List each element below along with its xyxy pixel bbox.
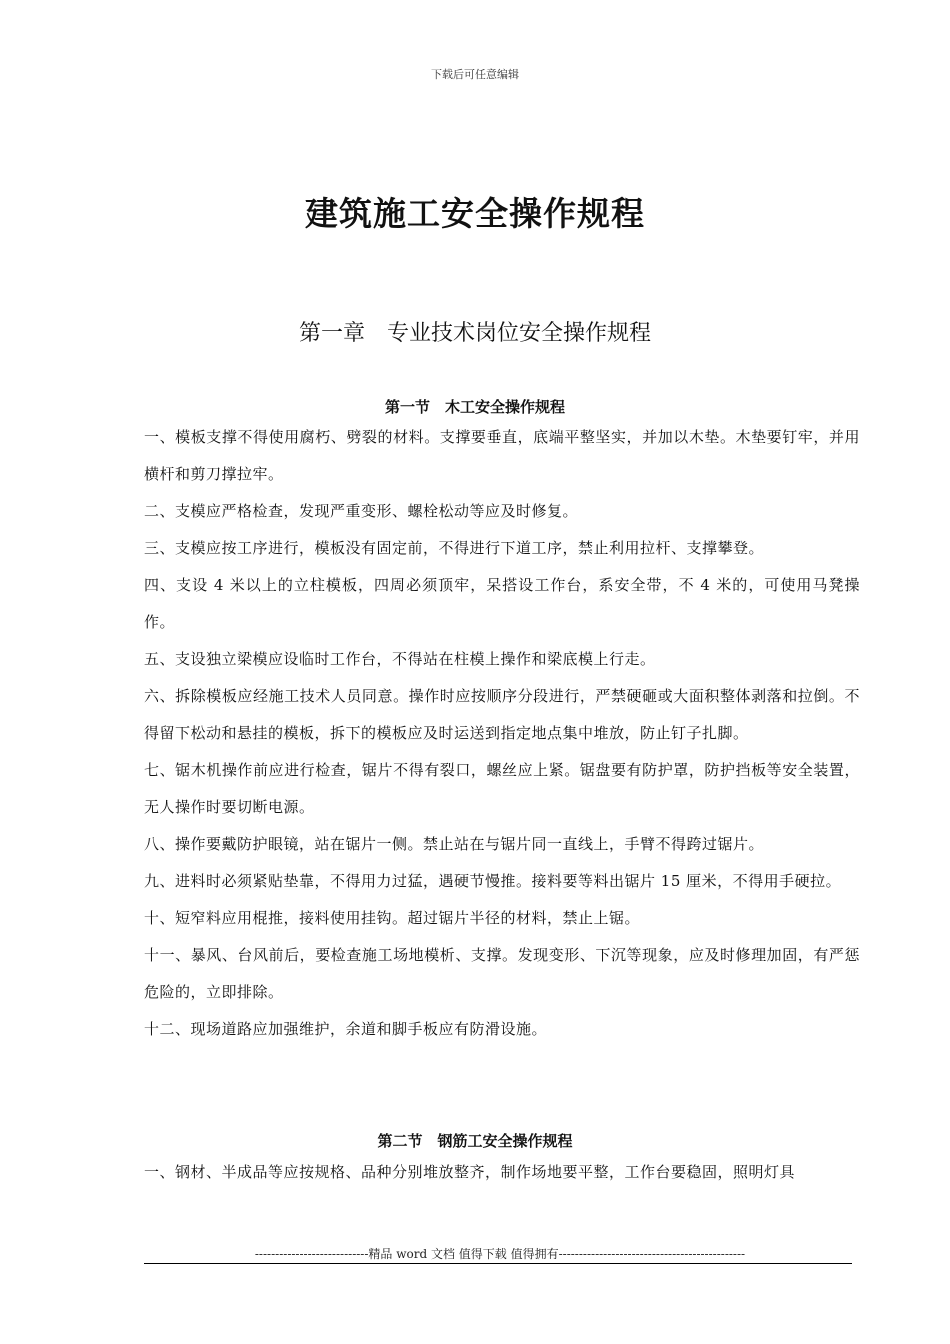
paragraph: 十一、暴风、台风前后，要检查施工场地模析、支撑。发现变形、下沉等现象，应及时修理加固，有严惩危险的，立即排除。	[144, 946, 860, 1001]
section-2-body	[144, 1154, 860, 1191]
footer-divider	[144, 1263, 852, 1264]
paragraph: 六、拆除模板应经施工技术人员同意。操作时应按顺序分段进行，严禁硬砸或大面积整体剥落和拉倒。不得留下松动和悬挂的模板，拆下的模板应及时运送到指定地点集中堆放，防止钉子扎脚。	[144, 687, 860, 742]
document-title: 建筑施工安全操作规程	[305, 194, 645, 233]
paragraph: 七、锯木机操作前应进行检查，锯片不得有裂口，螺丝应上紧。锯盘要有防护罩，防护挡板等安全装置，无人操作时要切断电源。	[144, 761, 860, 816]
paragraph: 一、模板支撑不得使用腐朽、劈裂的材料。支撑要垂直，底端平整坚实，并加以木垫。木垫要钉牢，并用横杆和剪刀撑拉牢。	[144, 428, 860, 483]
paragraph: 二、支模应严格检查，发现严重变形、螺栓松动等应及时修复。	[144, 502, 579, 520]
paragraph: 一、钢材、半成品等应按规格、品种分别堆放整齐，制作场地要平整，工作台要稳固，照明灯具	[144, 1163, 796, 1181]
paragraph: 八、操作要戴防护眼镜，站在锯片一侧。禁止站在与锯片同一直线上，手臂不得跨过锯片。	[144, 835, 765, 853]
section-1-body	[144, 419, 860, 1048]
chapter-title: 第一章 专业技术岗位安全操作规程	[298, 321, 651, 346]
paragraph: 五、支设独立梁模应设临时工作台，不得站在柱模上操作和梁底模上行走。	[144, 650, 656, 668]
paragraph: 十二、现场道路应加强维护，余道和脚手板应有防滑设施。	[144, 1020, 548, 1038]
footer-text: ----------------------------精品 word 文档 值得下载 值得拥有----------------------------------------------	[254, 1247, 746, 1261]
header-note: 下载后可任意编辑	[431, 68, 519, 81]
section-title-2: 第二节 钢筋工安全操作规程	[377, 1132, 573, 1150]
paragraph: 四、支设 4 米以上的立柱模板，四周必须顶牢，呆搭设工作台，系安全带，不 4 米的，可使用马凳操作。	[144, 576, 860, 631]
paragraph: 十、短窄料应用棍推，接料使用挂钩。超过锯片半径的材料，禁止上锯。	[144, 909, 641, 927]
paragraph: 九、进料时必须紧贴垫靠，不得用力过猛，遇硬节慢推。接料要等料出锯片 15 厘米，不得用手硬拉。	[144, 872, 842, 890]
paragraph: 三、支模应按工序进行，模板没有固定前，不得进行下道工序，禁止利用拉杆、支撑攀登。	[144, 539, 765, 557]
section-title-1: 第一节 木工安全操作规程	[384, 398, 565, 416]
